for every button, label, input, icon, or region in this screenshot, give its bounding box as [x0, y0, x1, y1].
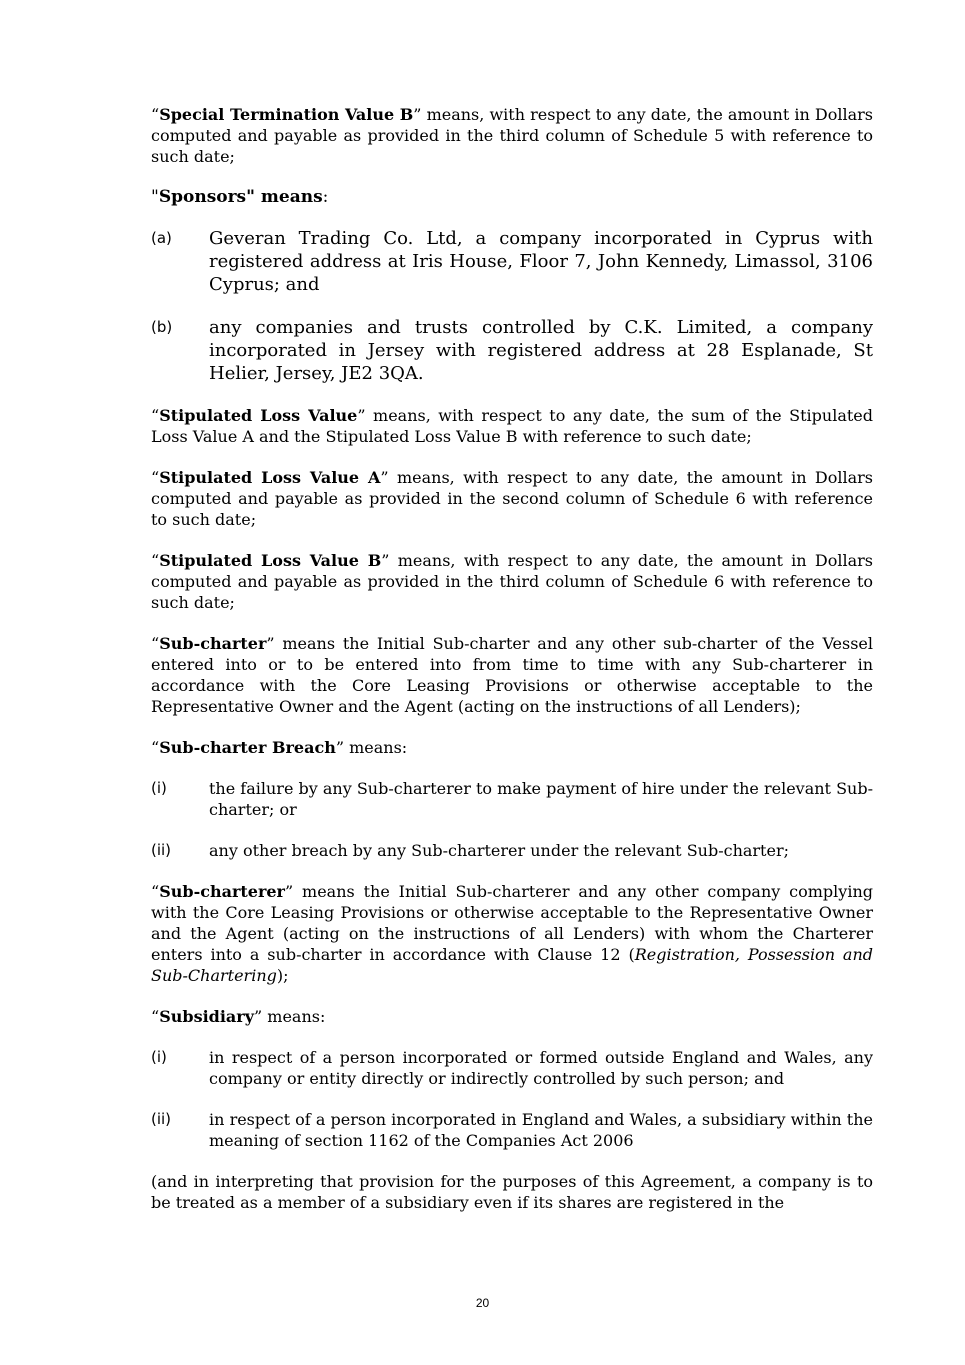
- definition-stipulated-loss-value: “Stipulated Loss Value” means, with respect to any date, the sum of the Stipulated Loss Value A and the Stipulated Loss Value B with reference to such date;: [151, 406, 873, 446]
- definition-sub-charterer: “Sub-charterer” means the Initial Sub-charterer and any other company complying with the Core Leasing Provisions or otherwise acceptable to the Representative Owner and the Agent (acting on the instructions of all Lenders) with whom the Charterer enters into a sub-charter in accordance with Clause 12 (Registration, Possession and Sub-Chartering);: [151, 882, 873, 985]
- defined-term: Stipulated Loss Value: [159, 406, 358, 425]
- definition-subsidiary: “Subsidiary” means:: [151, 1007, 326, 1026]
- list-item: [151, 778, 873, 820]
- defined-term: Special Termination Value B: [159, 105, 414, 124]
- list-item: [151, 1047, 873, 1089]
- clause-title: Registration, Possession and Sub-Chartering: [151, 945, 873, 985]
- list-item: [151, 227, 873, 296]
- list-item-label: (i): [151, 1048, 167, 1066]
- list-item: [151, 840, 873, 861]
- definition-sub-charter: “Sub-charter” means the Initial Sub-charter and any other sub-charter of the Vessel entered into or to be entered into from time to time with any Sub-charterer in accordance with the Core Leasing Provisions or otherwise acceptable to the Representative Owner and the Agent (acting on the instructions of all Lenders);: [151, 634, 873, 716]
- list-item-text: the failure by any Sub-charterer to make payment of hire under the relevant Sub-charter; or: [209, 779, 873, 819]
- list-item-label: (i): [151, 779, 167, 797]
- defined-term: Subsidiary: [159, 1007, 255, 1026]
- defined-term: Sub-charterer: [159, 882, 285, 901]
- list-item: [151, 1109, 873, 1151]
- list-item-label: (ii): [151, 841, 172, 859]
- defined-term: Stipulated Loss Value A: [159, 468, 381, 487]
- document-page: [151, 104, 873, 1233]
- page-number: 20: [475, 1296, 490, 1310]
- list-item-text: in respect of a person incorporated in England and Wales, a subsidiary within the meaning of section 1162 of the Companies Act 2006: [209, 1110, 873, 1150]
- defined-term: Sub-charter: [159, 634, 267, 653]
- subsidiary-closing-paragraph: (and in interpreting that provision for the purposes of this Agreement, a company is to be treated as a member of a subsidiary even if its shares are registered in the: [151, 1172, 873, 1212]
- definition-stipulated-loss-value-b: “Stipulated Loss Value B” means, with respect to any date, the amount in Dollars computed and payable as provided in the third column of Schedule 6 with reference to such date;: [151, 551, 873, 612]
- defined-term: Sub-charter Breach: [159, 738, 336, 757]
- list-item-text: any other breach by any Sub-charterer under the relevant Sub-charter;: [209, 841, 789, 860]
- list-item-label: (a): [151, 229, 172, 247]
- definition-stipulated-loss-value-a: “Stipulated Loss Value A” means, with respect to any date, the amount in Dollars computed and payable as provided in the second column of Schedule 6 with reference to such date;: [151, 468, 874, 529]
- list-item-label: (b): [151, 318, 173, 336]
- list-item-text: any companies and trusts controlled by C.K. Limited, a company incorporated in Jersey with registered address at 28 Esplanade, St Helier, Jersey, JE2 3QA.: [209, 317, 873, 384]
- list-item-label: (ii): [151, 1110, 172, 1128]
- defined-term: Sponsors" means: [158, 187, 323, 207]
- definition-sponsors: "Sponsors" means:: [151, 187, 329, 207]
- list-item-text: in respect of a person incorporated or formed outside England and Wales, any company or entity directly or indirectly controlled by such person; and: [209, 1048, 873, 1088]
- definition-special-termination-value-b: “Special Termination Value B” means, with respect to any date, the amount in Dollars computed and payable as provided in the third column of Schedule 5 with reference to such date;: [151, 105, 873, 166]
- list-item: [151, 316, 873, 385]
- defined-term: Stipulated Loss Value B: [159, 551, 382, 570]
- list-item-text: Geveran Trading Co. Ltd, a company incorporated in Cyprus with registered address at Iris House, Floor 7, John Kennedy, Limassol, 3106 Cyprus; and: [209, 228, 873, 295]
- definition-sub-charter-breach: “Sub-charter Breach” means:: [151, 738, 408, 757]
